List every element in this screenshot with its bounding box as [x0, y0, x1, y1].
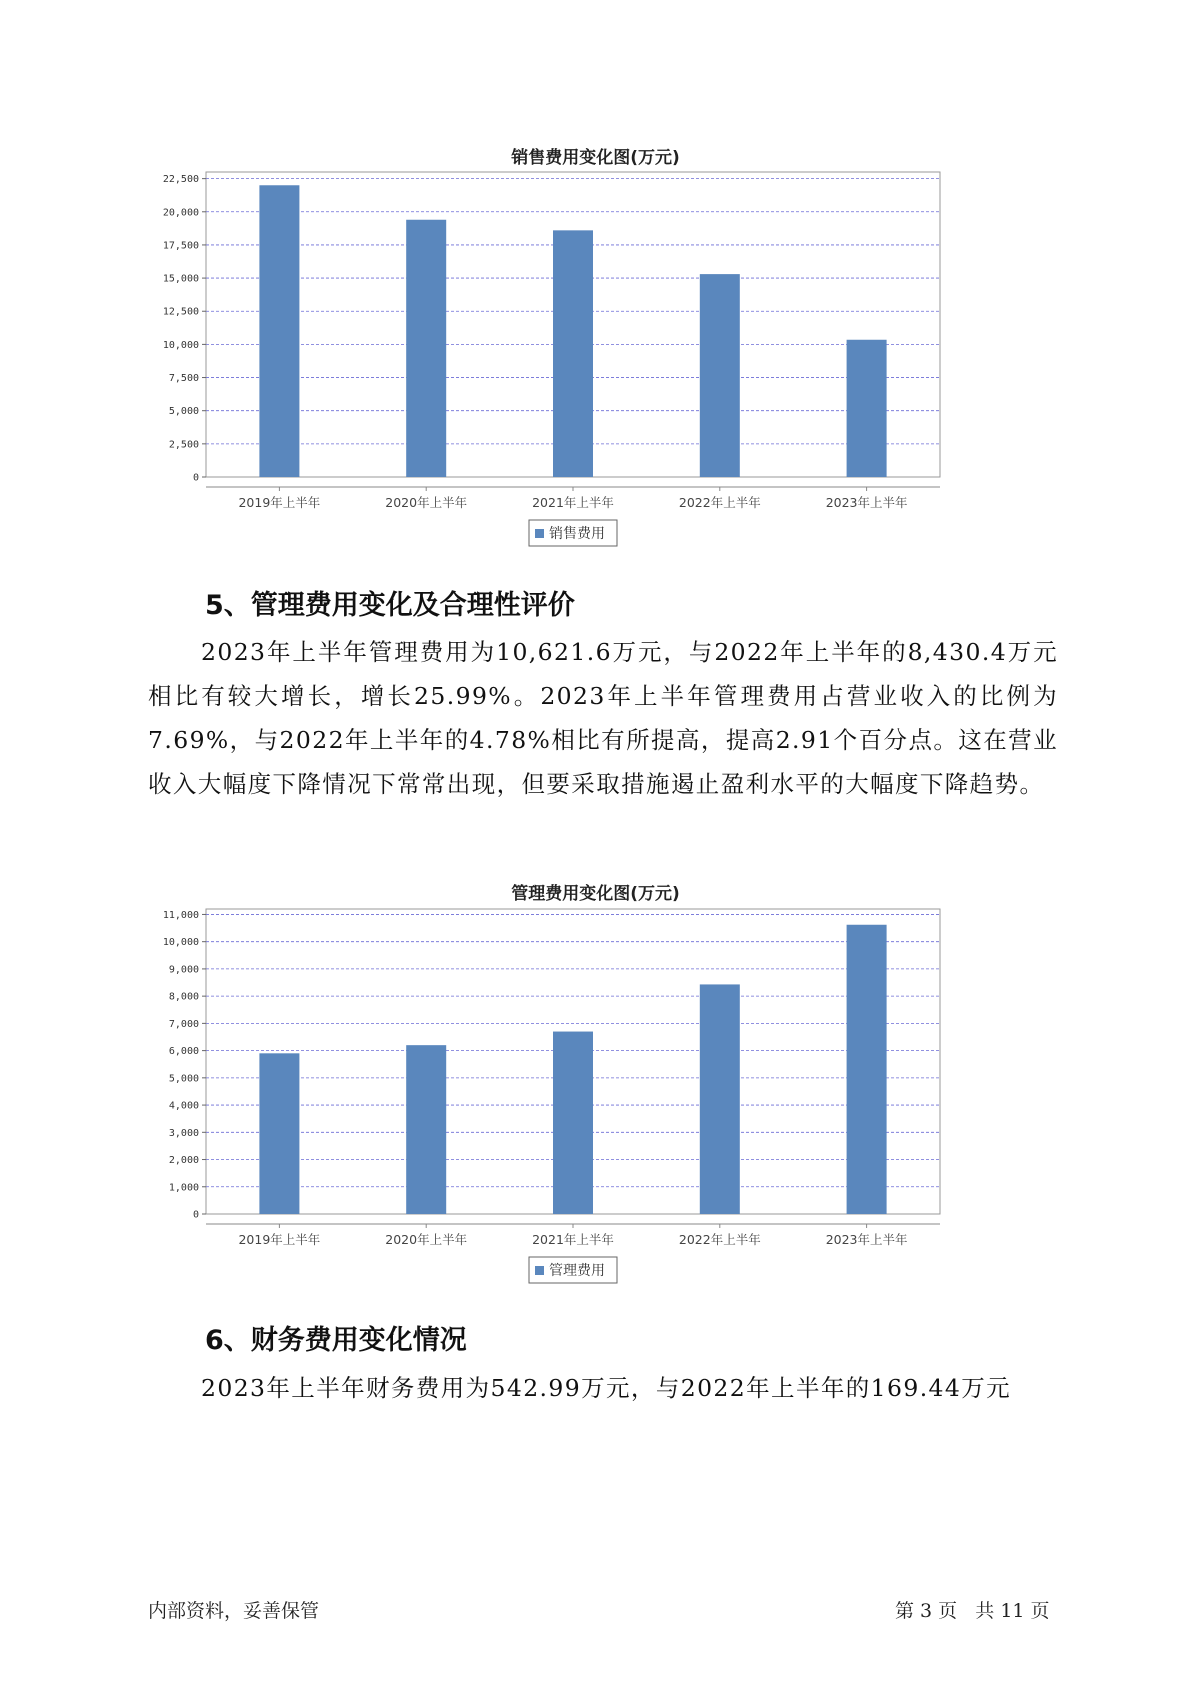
chart1-legend [529, 520, 617, 546]
chart2-ytick-label: 9,000 [168, 964, 199, 976]
chart2-legend [529, 1257, 617, 1283]
chart1-bar [700, 274, 740, 477]
chart1-ytick-label: 20,000 [162, 207, 199, 219]
chart1-ytick-label: 10,000 [162, 339, 199, 351]
chart1-xtick-label: 2021年上半年 [532, 495, 614, 510]
chart2-title: 管理费用变化图(万元) [511, 884, 680, 904]
chart1-title: 销售费用变化图(万元) [511, 148, 680, 168]
chart1-bar [553, 230, 593, 477]
chart1-bar [847, 340, 887, 477]
chart2-xtick-label: 2022年上半年 [678, 1232, 761, 1247]
chart2-legend-swatch [535, 1266, 544, 1275]
chart1-ytick-label: 17,500 [162, 240, 199, 252]
chart1-ytick-label: 15,000 [162, 273, 199, 285]
chart2-ytick-label: 5,000 [168, 1073, 199, 1085]
chart2-ytick-label: 11,000 [162, 909, 199, 921]
chart1-xtick-label: 2023年上半年 [825, 495, 908, 510]
chart2-xtick-label: 2023年上半年 [825, 1232, 908, 1247]
chart1-legend-swatch [535, 529, 544, 538]
footer-confidential-note: 内部资料，妥善保管 [148, 1600, 320, 1622]
chart2-ytick-label: 0 [192, 1209, 199, 1221]
chart2-ytick-label: 10,000 [162, 937, 199, 949]
chart1-xtick-label: 2019年上半年 [238, 495, 321, 510]
chart2-ytick-label: 7,000 [168, 1018, 199, 1030]
chart2-bar [553, 1032, 593, 1214]
footer-page-number: 第 3 页 共 11 页 [895, 1600, 1050, 1622]
chart2-ytick-label: 4,000 [168, 1100, 199, 1112]
chart2-bar [259, 1053, 299, 1214]
chart2-xtick-label: 2019年上半年 [238, 1232, 321, 1247]
chart1-ytick-label: 7,500 [168, 373, 199, 385]
chart2-ytick-label: 1,000 [168, 1182, 199, 1194]
chart1-bar [259, 185, 299, 477]
chart2-ytick-label: 6,000 [168, 1046, 199, 1058]
section5-paragraph: 2023年上半年管理费用为10,621.6万元，与2022年上半年的8,430.4万元相比有较大增长，增长25.99%。2023年上半年管理费用占营业收入的比例为7.69%，与2022年上半年的4.78%相比有所提高，提高2.91个百分点。这在营业收入大幅度下降情况下常常出现，但要采取措施遏止盈利水平的大幅度下降趋势。 [148, 638, 1058, 798]
chart1-ytick-label: 0 [192, 472, 199, 484]
chart2-ytick-label: 2,000 [168, 1155, 199, 1167]
chart1-bar [406, 220, 446, 477]
chart1-xtick-label: 2020年上半年 [385, 495, 468, 510]
chart2-admin-expense [150, 897, 1040, 1297]
chart2-bar [847, 925, 887, 1214]
chart1-ytick-label: 12,500 [162, 306, 199, 318]
section6-heading: 6、财务费用变化情况 [205, 1325, 467, 1356]
chart2-bar [700, 984, 740, 1214]
chart2-xtick-label: 2020年上半年 [385, 1232, 468, 1247]
chart1-xtick-label: 2022年上半年 [678, 495, 761, 510]
section5-heading: 5、管理费用变化及合理性评价 [205, 590, 575, 621]
chart1-ytick-label: 22,500 [162, 174, 199, 186]
chart1-sales-expense [150, 160, 1040, 560]
chart1-ytick-label: 5,000 [168, 406, 199, 418]
chart1-ytick-label: 2,500 [168, 439, 199, 451]
chart2-xtick-label: 2021年上半年 [532, 1232, 614, 1247]
chart2-legend-label: 管理费用 [549, 1263, 605, 1279]
chart1-legend-label: 销售费用 [549, 526, 605, 542]
section6-paragraph: 2023年上半年财务费用为542.99万元，与2022年上半年的169.44万元 [201, 1374, 1012, 1402]
chart2-bar [406, 1045, 446, 1214]
chart2-ytick-label: 8,000 [168, 991, 199, 1003]
chart2-ytick-label: 3,000 [168, 1127, 199, 1139]
